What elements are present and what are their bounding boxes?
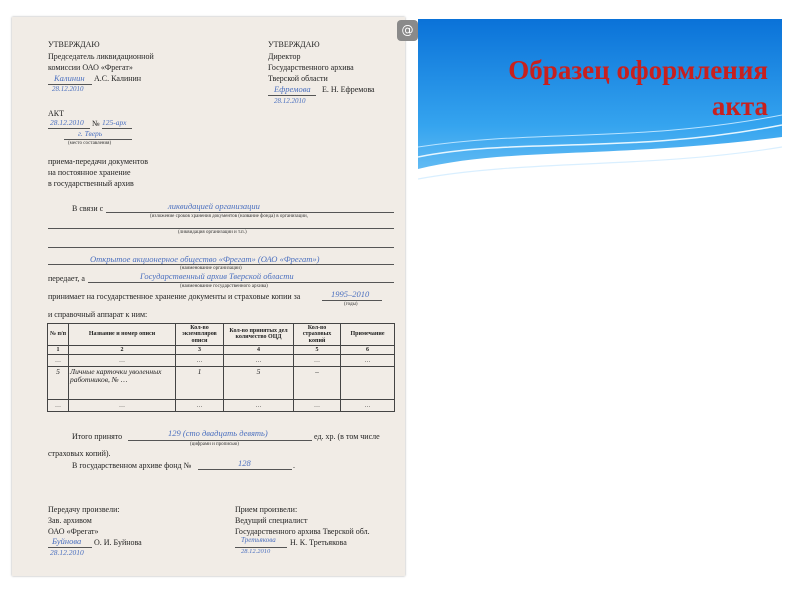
total-units: ед. хр. (в том числе xyxy=(314,432,380,441)
org-caption: (наименование организации) xyxy=(180,266,242,271)
approve-left-heading: УТВЕРЖДАЮ xyxy=(48,40,100,49)
approve-right-line1: Директор xyxy=(268,52,301,61)
received-heading: Прием произвели: xyxy=(235,505,298,514)
approve-right-line2: Государственного архива xyxy=(268,63,354,72)
table-cell: … xyxy=(341,400,395,412)
total-line xyxy=(128,440,312,441)
col-header-insurance: Кол-во страховых копий xyxy=(294,324,341,346)
reason-line xyxy=(106,212,394,213)
table-cell: 1 xyxy=(48,345,69,354)
handed-signature: Буйнова xyxy=(52,536,82,546)
act-number-sign: № xyxy=(92,119,100,128)
table-cell: … xyxy=(69,355,176,367)
approve-right-heading: УТВЕРЖДАЮ xyxy=(268,40,320,49)
table-cell: … xyxy=(69,400,176,412)
table-row xyxy=(48,355,395,367)
table-cell: … xyxy=(294,400,341,412)
col-header-cases: Кол-во принятых дел количество ОЦД xyxy=(224,324,294,346)
approve-right-signature: Ефремова xyxy=(274,84,311,94)
archive-value: Государственный архив Тверской области xyxy=(140,271,294,281)
table-cell: 3 xyxy=(176,345,224,354)
reason-label: В связи с xyxy=(72,204,104,213)
table-cell: 2 xyxy=(69,345,176,354)
table-cell: 5 xyxy=(48,367,69,400)
table-cell: … xyxy=(176,400,224,412)
years-value: 1995–2010 xyxy=(331,289,370,299)
table-row xyxy=(48,345,395,354)
table-row xyxy=(48,400,395,412)
reason-caption: (изложение сроков хранения документов (название фонда) в организации, xyxy=(150,214,308,219)
approve-right-sign-line xyxy=(268,95,316,96)
archive-caption: (наименование государственного архива) xyxy=(180,284,268,289)
title-banner xyxy=(418,19,782,213)
table-cell: 5 xyxy=(294,345,341,354)
act-subject-2: на постоянное хранение xyxy=(48,168,131,177)
reason-caption-2: (ликвидация организации и т.п.) xyxy=(178,230,247,235)
total-caption: (цифрами и прописью) xyxy=(190,442,239,447)
act-subject-1: приема-передачи документов xyxy=(48,157,149,166)
approve-left-signature: Калинин xyxy=(54,73,85,83)
total-insurance: страховых копий). xyxy=(48,449,111,458)
received-signature: Третьякова xyxy=(241,536,276,544)
col-header-number: № п/п xyxy=(48,324,69,346)
reason-value: ликвидацией организации xyxy=(168,201,260,211)
table-cell: 5 xyxy=(224,367,294,400)
slide-title-line-1: Образец оформления xyxy=(508,55,768,85)
act-place: г. Тверь xyxy=(78,129,103,138)
act-subject-3: в государственный архив xyxy=(48,179,134,188)
org-value: Открытое акционерное общество «Фрегат» (ОАО «Фрегат») xyxy=(90,254,320,264)
received-name: Н. К. Третьякова xyxy=(290,538,347,547)
reference-text: и справочный аппарат к ним: xyxy=(48,310,148,319)
table-cell: … xyxy=(224,355,294,367)
act-number: 125-арх xyxy=(102,118,127,127)
approve-right-date: 28.12.2010 xyxy=(274,97,306,105)
table-cell: … xyxy=(176,355,224,367)
fund-label: В государственном архиве фонд № xyxy=(72,461,192,470)
table-cell: 6 xyxy=(341,345,395,354)
act-date: 28.12.2010 xyxy=(50,118,84,127)
handed-heading: Передачу произвели: xyxy=(48,505,120,514)
approve-left-line2: комиссии ОАО «Фрегат» xyxy=(48,63,133,72)
table-cell: Личные карточки уволенных работников, № … xyxy=(69,367,176,400)
received-date: 28.12.2010 xyxy=(241,548,271,555)
archive-line xyxy=(88,282,394,283)
slide-title xyxy=(508,52,768,124)
inventory-table xyxy=(47,323,395,412)
fund-number: 128 xyxy=(238,458,251,468)
slide-title-line-2: акта xyxy=(711,91,768,121)
handed-date: 28.12.2010 xyxy=(50,548,84,557)
at-sign-icon: @ xyxy=(397,20,418,41)
years-line xyxy=(322,300,382,301)
table-cell: … xyxy=(341,355,395,367)
approve-left-date: 28.12.2010 xyxy=(52,85,84,93)
act-place-line xyxy=(64,139,132,140)
approve-right-name: Е. Н. Ефремова xyxy=(322,85,375,94)
approve-right-line3: Тверской области xyxy=(268,74,328,83)
table-row xyxy=(48,367,395,400)
total-label: Итого принято xyxy=(72,432,123,441)
received-position: Ведущий специалист xyxy=(235,516,308,525)
act-number-line xyxy=(102,128,132,129)
fund-period: . xyxy=(293,461,295,470)
table-cell: … xyxy=(48,355,69,367)
col-header-copies: Кол-во экземпляров описи xyxy=(176,324,224,346)
table-header-row xyxy=(48,324,395,346)
act-label: АКТ xyxy=(48,109,64,118)
col-header-note: Примечание xyxy=(341,324,395,346)
fund-line xyxy=(198,469,292,470)
act-document xyxy=(12,17,405,576)
table-cell: … xyxy=(224,400,294,412)
table-cell: 4 xyxy=(224,345,294,354)
table-cell: … xyxy=(48,400,69,412)
table-cell: 1 xyxy=(176,367,224,400)
handed-position: Зав. архивом xyxy=(48,516,92,525)
transfers-text: передает, а xyxy=(48,274,85,283)
org-line xyxy=(48,264,394,265)
reason-line-3 xyxy=(48,247,394,248)
approve-left-name: А.С. Калинин xyxy=(94,74,142,83)
table-cell xyxy=(341,367,395,400)
approve-left-line1: Председатель ликвидационной xyxy=(48,52,154,61)
accepts-text: принимает на государственное хранение документы и страховые копии за xyxy=(48,292,301,301)
handed-name: О. И. Буйнова xyxy=(94,538,142,547)
reason-line-2 xyxy=(48,228,394,229)
table-cell: … xyxy=(294,355,341,367)
col-header-inventory: Название и номер описи xyxy=(69,324,176,346)
act-place-caption: (место составления) xyxy=(68,141,112,146)
received-org: Государственного архива Тверской обл. xyxy=(235,527,370,536)
table-cell: – xyxy=(294,367,341,400)
years-caption: (годы) xyxy=(344,302,358,307)
total-value: 129 (сто двадцать девять) xyxy=(168,428,268,438)
handed-org: ОАО «Фрегат» xyxy=(48,527,99,536)
